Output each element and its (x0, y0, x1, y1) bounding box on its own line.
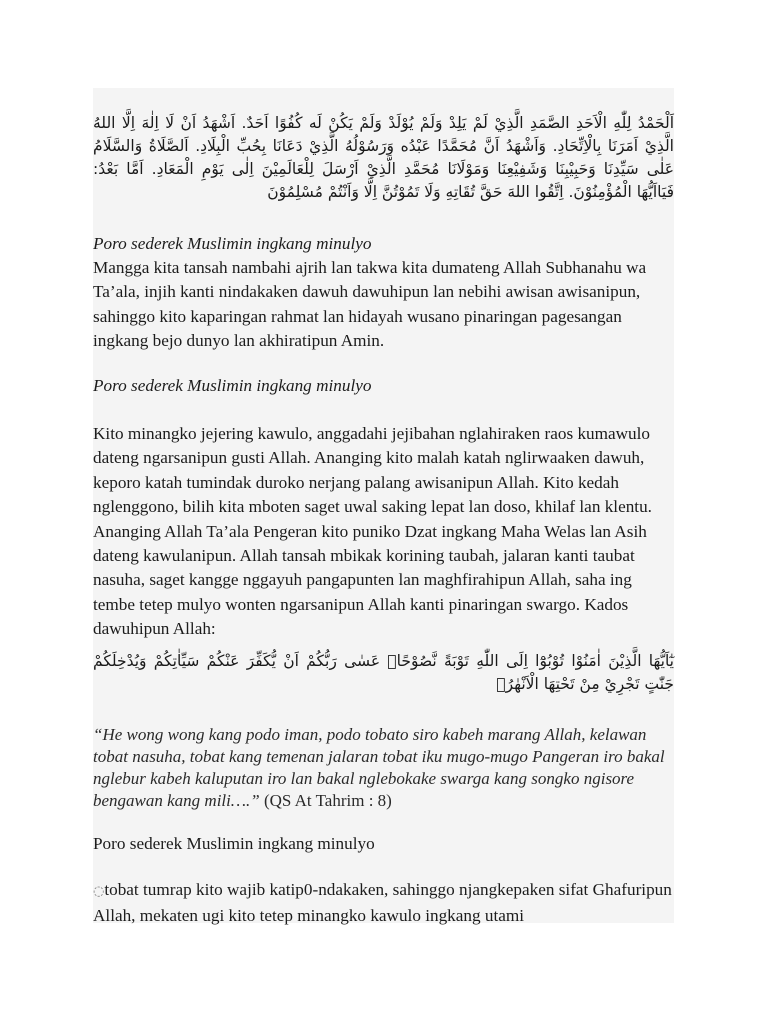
paragraph-takwa: Mangga kita tansah nambahi ajrih lan takwa kita dumateng Allah Subhanahu wa Ta’ala, injih kanti nindakaken dawuh dawuhipun lan nebihi awisan awisanipun, sahinggo kito kaparingan rahmat lan hidayah wusano pinaringan pagesangan ingkang bejo dunyo lan akhiratipun Amin. (93, 258, 647, 351)
paragraph-taubat: Kito minangko jejering kawulo, anggadahi jejibahan nglahiraken raos kumawulo dateng ngarsanipun gusti Allah. Ananging kito malah katah nglirwaaken dawuh, keporo katah tumindak duroko nerjang palang awisanipun Allah. Kito kedah nglenggono, bilih kita mboten saget uwal saking lepat lan doso, khilaf lan klentu. Ananging Allah Ta’ala Pengeran kito puniko Dzat ingkang Maha Welas lan Asih dateng kawulanipun. Allah tansah mbikak korining taubah, jalaran kanti taubat nasuha, saget kangge nggayuh pangapunten lan maghfirahipun Allah, saha ing tembe tetep mulyo wonten ngarsanipun Allah kanti pinaringan swargo. Kados dawuhipun Allah: (93, 424, 652, 639)
heading-first: Poro sederek Muslimin ingkang minulyo (93, 234, 372, 253)
heading-second: Poro sederek Muslimin ingkang minulyo (93, 376, 372, 395)
quote-text: “He wong wong kang podo iman, podo tobato siro kabeh marang Allah, kelawan tobat nasuha, tobat kang temenan jalaran tobat iku mugo-mugo Pangeran iro bakal nglebur kabeh kaluputan iro lan bakal nglebokake swarga kang songko ngisore bengawan kang mili….” (93, 725, 665, 810)
circle-marker-icon: ◌ (93, 884, 105, 899)
quote-translation (93, 724, 674, 812)
paragraph-tobat (93, 878, 674, 929)
quote-reference: (QS At Tahrim : 8) (259, 791, 392, 810)
paragraph-tobat-text: tobat tumrap kito wajib katip0-ndakaken, sahinggo njangkepaken sifat Ghafuripun Allah, mekaten ugi kito tetep minangko kawulo ingkang utami (93, 880, 672, 926)
arabic-verse: يٰٓاَيُّهَا الَّذِيْنَ اٰمَنُوْا تُوْبُوْٓا اِلَى اللّٰهِ تَوْبَةً نَّصُوْحًاۗ عَسٰى رَبُّكُمْ اَنْ يُّكَفِّرَ عَنْكُمْ سَيِّاٰتِكُمْ وَيُدْخِلَكُمْ جَنّٰتٍ تَجْرِيْ مِنْ تَحْتِهَا الْاَنْهٰرُۙ (93, 652, 674, 693)
arabic-opening-prayer: اَلْحَمْدُ لِلّٰهِ الْاَحَدِ الصَّمَدِ الَّذِيْ لَمْ يَلِدْ وَلَمْ يُوْلَدْ وَلَمْ يَكُنْ لَه كُفُوًا اَحَدٌ. اَشْهَدُ اَنْ لَا اِلٰهَ اِلَّا اللهُ الَّذِيْ اَمَرَنَا بِالْاِتِّحَادِ. وَاَشْهَدُ اَنَّ مُحَمَّدًا عَبْدُه وَرَسُوْلُهُ الَّذِيْ دَعَانَا بِحُبِّ الْبِلَادِ. اَلصَّلَاةُ وَالسَّلَامُ عَلٰى سَيِّدِنَا وَحَبِيْبِنَا وَشَفِيْعِنَا وَمَوْلَانَا مُحَمَّدِ الَّذِيْ اَرْسَلَ لِلْعَالَمِيْنَ اِلٰى يَوْمِ الْمَعَادِ. اَمَّا بَعْدُ: فَيَااَيُّهَا الْمُؤْمِنُوْنَ. اِتَّقُوا اللهَ حَقَّ تُقَاتِهِ وَلَا تَمُوْتُنَّ اِلَّا وَاَنْتُمْ مُسْلِمُوْنَ (93, 114, 674, 201)
heading-third: Poro sederek Muslimin ingkang minulyo (93, 834, 375, 853)
